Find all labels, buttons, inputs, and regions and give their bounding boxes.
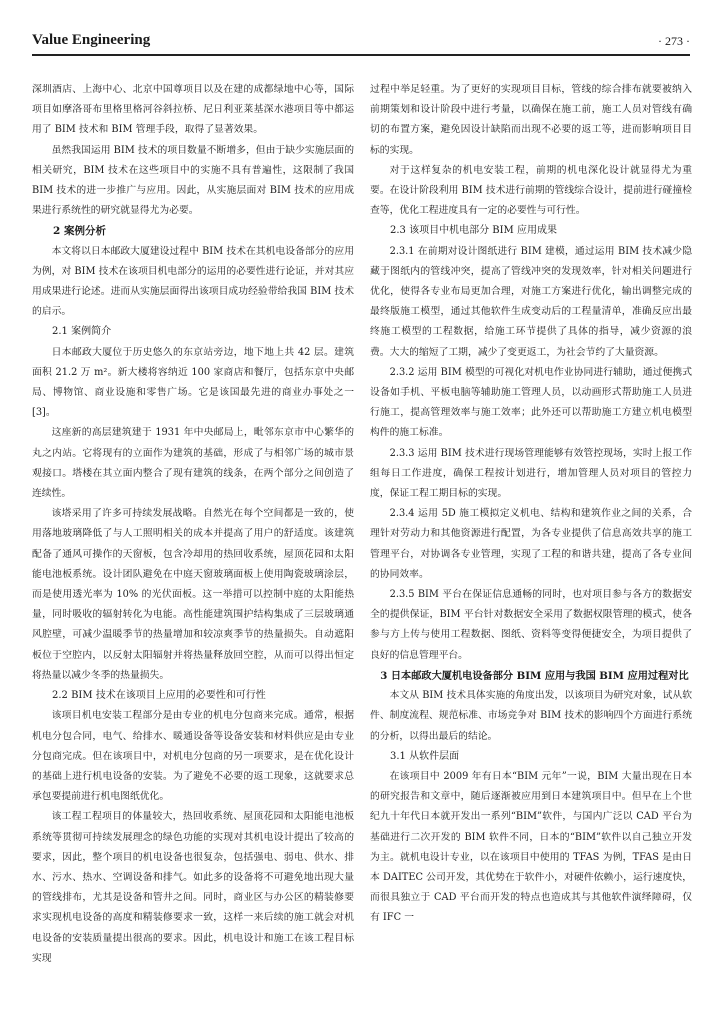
subsection-heading: 2.2 BIM 技术在该项目上应用的必要性和可行性	[52, 690, 266, 702]
paragraph: 这座新的高层建筑建于 1931 年中央邮局上，毗邻东京市中心繁华的丸之内站。它将现有的立面作为建筑的基础，形成了与相邻广场的城市景观接口。塔楼在其立面内整合了现有建筑的线条，在两个部分之间创造了连续性。	[32, 427, 354, 500]
paragraph: 2.3.3 运用 BIM 技术进行现场管理能够有效管控现场，实时上报工作组每日工作进度，确保工程按计划进行，增加管理人员对项目的管控力度，保证工程工期目标的实现。	[370, 447, 692, 500]
paragraph: 该塔采用了许多可持续发展战略。自然光在每个空间都是一致的，使用落地玻璃降低了与人工照明相关的成本并提高了用户的舒适度。该建筑配备了通风可操作的天窗板，包含冷却用的热回收系统，屋顶花园和太阳能电池板系统。设计团队避免在中庭天窗玻璃面板上使用陶瓷玻璃涂层，而是使用透光率为 10% 的光伏面板。这一举措可以控制中庭的太阳能热量，同时吸收的辐射转化为电能。高性能建筑围护结构集成了三层玻璃通风腔壁，可减少温暖季节的热量增加和较凉爽季节的热量损失。自动遮阳板位于空腔内，以反射太阳辐射并将热量释放回空腔，从而可以得出恒定将热量以减少冬季的热量损失。	[32, 508, 354, 681]
paragraph: 该工程工程项目的体量较大，热回收系统、屋顶花园和太阳能电池板系统等贯彻可持续发展理念的绿色功能的实现对其机电设计提出了较高的要求，因此，整个项目的机电设备也很复杂，包括强电、弱电、供水、排水、污水、热水、空调设备和排气。如此多的设备将不可避免地出现大量的管线排布，尤其是设备和管井之间。同时，商业区与办公区的精装修要求实现机电设备的高度和精装修要求一致，这样一来后续的施工就会对机电设备的安装质量提出很高的要求。因此，机电设计和施工在该工程目标实现	[32, 811, 354, 964]
journal-title: Value Engineering	[32, 32, 151, 48]
paragraph: 日本邮政大厦位于历史悠久的东京站旁边，地下地上共 42 层。建筑面积 21.2 万 m²。新大楼将容纳近 100 家商店和餐厅，包括东京中央邮局、博物馆、商业设施和零售广场。它是该国最先进的商业办事处之一[3]。	[32, 346, 354, 419]
section-heading: 3 日本邮政大厦机电设备部分 BIM 应用与我国 BIM 应用过程对比	[380, 669, 689, 682]
section-heading: 2 案例分析	[53, 225, 106, 238]
page-header	[32, 28, 690, 56]
paragraph: 本文从 BIM 技术具体实施的角度出发，以该项目为研究对象，试从软件、制度流程、规范标准、市场竞争对 BIM 技术的影响四个方面进行系统的分析，以得出最后的结论。	[370, 690, 692, 742]
paragraph: 2.3.2 运用 BIM 模型的可视化对机电作业协同进行辅助，通过便携式设备如手机、平板电脑等辅助施工管理人员，以动画形式帮助施工人员进行施工，提高管理效率与施工效率；此外还可以帮助施工方建立机电模型构件的施工标准。	[370, 366, 692, 439]
paragraph: 对于这样复杂的机电安装工程，前期的机电深化设计就显得尤为重要。在设计阶段利用 BIM 技术进行前期的管线综合设计，提前进行碰撞检查等，优化工程进度具有一定的必要性与可行性。	[370, 164, 692, 217]
subsection-heading: 3.1 从软件层面	[390, 750, 460, 762]
page-number: · 273 ·	[658, 34, 690, 48]
right-column	[370, 80, 692, 1008]
subsection-heading: 2.3 该项目中机电部分 BIM 应用成果	[390, 225, 557, 237]
paragraph: 过程中举足轻重。为了更好的实现项目目标，管线的综合排布就要被纳入前期策划和设计阶段中进行考量，以确保在施工前，施工人员对管线有确切的布置方案，避免因设计缺陷而出现不必要的返工等，进而影响项目目标的实现。	[370, 84, 692, 156]
paragraph: 2.3.5 BIM 平台在保证信息通畅的同时，也对项目参与各方的数据安全的提供保证，BIM 平台针对数据安全采用了数据权限管理的模式，使各参与方上传与使用工程数据、图纸、资料等变得便捷安全，为项目提供了良好的信息管理平台。	[370, 589, 692, 661]
paragraph: 2.3.1 在前期对设计图纸进行 BIM 建模，通过运用 BIM 技术减少隐藏于图纸内的管线冲突，提高了管线冲突的发现效率，针对相关问题进行优化，使得各专业布局更加合理，对施工方案进行优化，输出调整完成的最终版施工模型，通过其他软件生成变动后的工程量清单，准确反应出最终施工模型的工程数据，给施工环节提供了具体的指导，减少资源的浪费。大大的缩短了工期，减少了变更返工，为社会节约了大量资源。	[370, 245, 692, 358]
paragraph: 本文将以日本邮政大厦建设过程中 BIM 技术在其机电设备部分的应用为例，对 BIM 技术在该项目机电部分的运用的必要性进行论证，并对其应用成果进行论述。进而从实施层面得出该项目成功经验带给我国 BIM 技术的启示。	[32, 245, 354, 318]
paragraph: 虽然我国运用 BIM 技术的项目数量不断增多，但由于缺少实施层面的相关研究，BIM 技术在这些项目中的实施不具有普遍性，这限制了我国 BIM 技术的进一步推广与应用。因此，从实施层面对 BIM 技术的应用成果进行系统性的研究就显得尤为必要。	[32, 144, 354, 217]
paragraph: 2.3.4 运用 5D 施工模拟定义机电、结构和建筑作业之间的关系，合理针对劳动力和其他资源进行配置，为各专业提供了信息高效共享的施工管理平台，对协调各专业管理，实现了工程的和谐共建，提高了各专业间的协同效率。	[370, 508, 692, 580]
paragraph: 该项目机电安装工程部分是由专业的机电分包商来完成。通常，根据机电分包合同，电气、给排水、暖通设备等设备安装和材料供应是由专业分包商完成。但在该项目中，对机电分包商的另一项要求，是在优化设计的基础上进行机电设备的安装。为了避免不必要的返工现象，这就要求总承包要提前进行机电图纸优化。	[32, 710, 354, 803]
subsection-heading: 2.1 案例简介	[52, 326, 112, 338]
paragraph: 在该项目中 2009 年有日本“BIM 元年”一说，BIM 大量出现在日本的研究报告和文章中，随后逐渐被应用到日本建筑项目中。但早在上个世纪九十年代日本就开发出一系列“BIM”软件，与国内广泛以 CAD 平台为基础进行二次开发的 BIM 软件不同，日本的“BIM”软件以自己独立开发为主。就机电设计专业，以在该项目中使用的 TFAS 为例，TFAS 是由日本 DAITEC 公司开发，其优势在于软件小，对硬件依赖小，运行速度快，而很具独立于 CAD 平台而开发的特点也造成其与其他软件演绎障碍，仅有 IFC 一	[370, 770, 692, 924]
paragraph: 深圳酒店、上海中心、北京中国尊项目以及在建的成都绿地中心等，国际项目如摩洛哥布里格里格河谷斜拉桥、尼日利亚莱基深水港项目等中都运用了 BIM 技术和 BIM 管理手段，取得了显著效果。	[32, 84, 354, 136]
left-column	[32, 80, 354, 1008]
